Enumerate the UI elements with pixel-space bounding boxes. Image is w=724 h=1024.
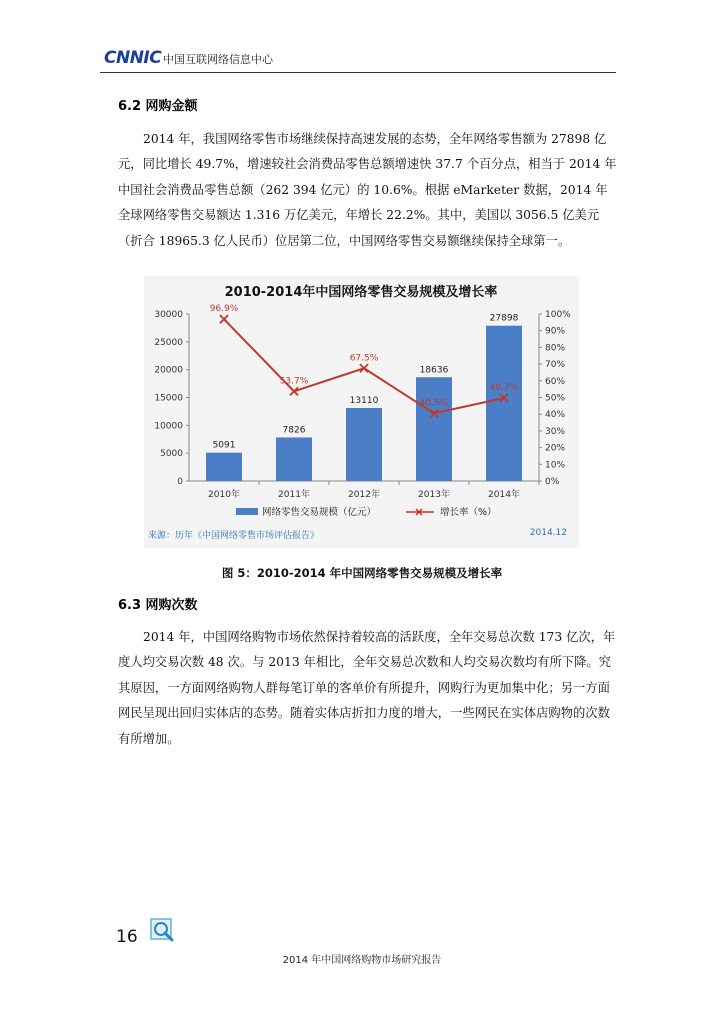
y-left-tick-label: 5000 <box>160 449 183 460</box>
legend-line-label: 增长率（%） <box>440 507 497 518</box>
bar-value-label: 13110 <box>349 396 379 407</box>
x-tick-label: 2011年 <box>278 490 310 500</box>
bar-value-label: 27898 <box>489 313 519 324</box>
growth-rate-label: 49.7% <box>489 383 519 394</box>
x-tick-label: 2013年 <box>418 490 450 500</box>
growth-rate-marker <box>220 315 228 323</box>
bar <box>206 453 242 481</box>
bar <box>486 326 522 481</box>
y-right-tick-label: 40% <box>545 410 566 421</box>
y-right-tick-label: 20% <box>545 443 566 454</box>
bar-value-label: 5091 <box>212 440 236 451</box>
y-right-tick-label: 60% <box>545 376 566 387</box>
growth-rate-label: 67.5% <box>349 353 379 364</box>
page-header <box>100 44 616 73</box>
y-right-tick-label: 10% <box>545 460 566 471</box>
bar <box>416 377 452 481</box>
y-right-tick-label: 50% <box>545 393 566 404</box>
header-org-name: 中国互联网络信息中心 <box>163 53 273 66</box>
y-right-tick-label: 0% <box>545 477 560 487</box>
y-left-tick-label: 30000 <box>154 310 183 320</box>
section-heading-count: 6.3 网购次数 <box>118 598 198 613</box>
chart <box>144 276 579 548</box>
y-right-tick-label: 70% <box>545 360 566 371</box>
bar-value-label: 18636 <box>419 365 449 376</box>
section-paragraph-amount: 2014 年，我国网络零售市场继续保持高速发展的态势，全年网络零售额为 27898 亿元，同比增长 49.7%，增速较社会消费品零售总额增速快 37.7 个百分点，相当于 2014 年中国社会消费品零售总额（262 394 亿元）的 10.6%。根据 eMarketer 数据，2014 年全球网络零售交易额达 1.316 万亿美元，年增长 22.2%。其中，美国以 3056.5 亿美元（折合 18965.3 亿人民币）位居第二位，中国网络零售交易额继续保持全球第一。 <box>118 132 617 248</box>
legend-bar-swatch <box>236 508 258 515</box>
chart-container <box>144 276 579 548</box>
footer-report-title: 2014 年中国网络购物市场研究报告 <box>282 955 442 966</box>
y-left-tick-label: 25000 <box>154 337 183 348</box>
growth-rate-label: 96.9% <box>209 304 239 315</box>
section-heading-amount: 6.2 网购金额 <box>118 99 198 114</box>
y-right-tick-label: 100% <box>545 310 571 320</box>
section-paragraph-count: 2014 年，中国网络购物市场依然保持着较高的活跃度，全年交易总次数 173 亿次，年度人均交易次数 48 次。与 2013 年相比，全年交易总次数和人均交易次数均有所下降。究其原因，一方面网络购物人群每笔订单的客单价有所提升，网购行为更加集中化；另一方面网民呈现出回归实体店的态势。随着实体店折扣力度的增大，一些网民在实体店购物的次数有所增加。 <box>118 630 616 746</box>
chart-source: 来源：历年《中国网络零售市场评估报告》 <box>148 531 320 541</box>
y-right-tick-label: 30% <box>545 426 566 437</box>
y-left-tick-label: 0 <box>177 477 183 487</box>
y-left-tick-label: 10000 <box>154 421 183 432</box>
x-tick-label: 2014年 <box>488 490 520 500</box>
cnnic-logo: CNNIC <box>104 48 162 68</box>
x-tick-label: 2010年 <box>208 490 240 500</box>
bar <box>346 408 382 481</box>
growth-rate-label: 40.5% <box>419 398 449 409</box>
bar-value-label: 7826 <box>282 425 306 436</box>
chart-title: 2010-2014年中国网络零售交易规模及增长率 <box>224 285 498 300</box>
figure-caption: 图 5：2010-2014 年中国网络零售交易规模及增长率 <box>221 566 503 580</box>
page-number: 16 <box>116 927 138 947</box>
magnifier-logo-icon <box>150 917 176 943</box>
y-left-tick-label: 20000 <box>154 365 183 376</box>
y-right-tick-label: 90% <box>545 326 566 337</box>
x-tick-label: 2012年 <box>348 490 380 500</box>
legend-bar-label: 网络零售交易规模（亿元） <box>262 507 377 518</box>
y-left-tick-label: 15000 <box>154 393 183 404</box>
y-right-tick-label: 80% <box>545 343 566 354</box>
chart-date: 2014.12 <box>529 528 567 538</box>
growth-rate-label: 53.7% <box>279 376 309 387</box>
bar <box>276 437 312 481</box>
